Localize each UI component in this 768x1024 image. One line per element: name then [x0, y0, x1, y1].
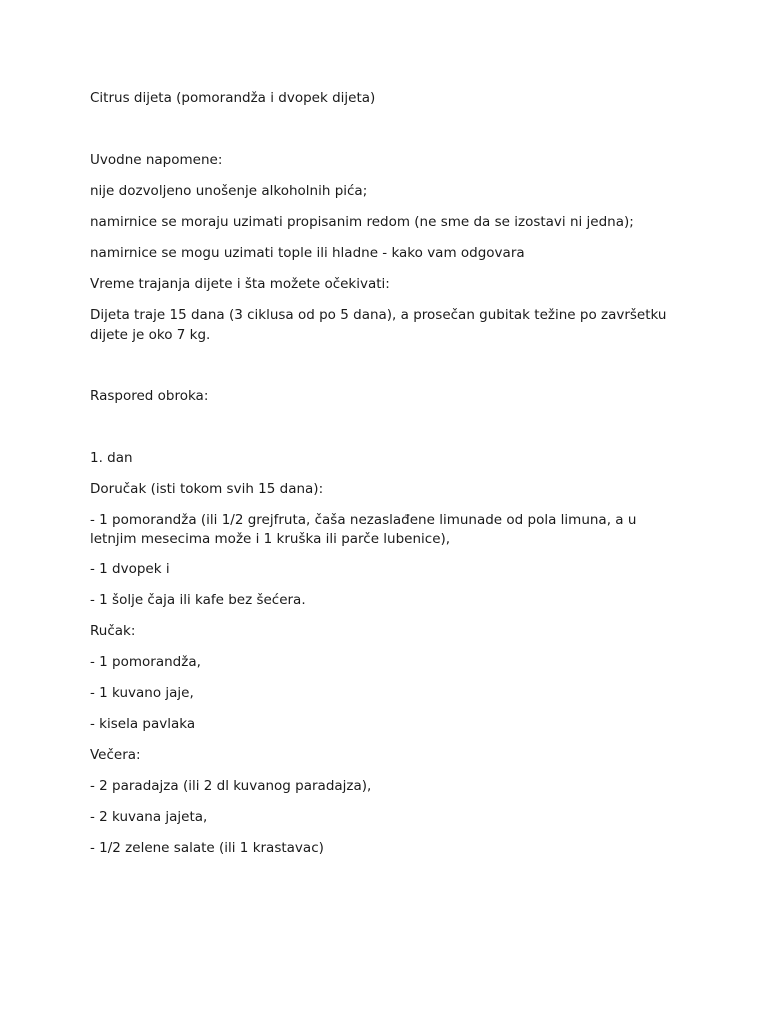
duration-text-line2: dijete je oko 7 kg. — [90, 327, 211, 343]
dinner-item: - 2 kuvana jajeta, — [90, 809, 208, 825]
breakfast-item: - 1 dvopek i — [90, 561, 170, 577]
lunch-item: - 1 kuvano jaje, — [90, 685, 194, 701]
duration-text-line1: Dijeta traje 15 dana (3 ciklusa od po 5 dana), a prosečan gubitak težine po završetku — [90, 307, 667, 323]
dinner-heading: Večera: — [90, 747, 141, 763]
lunch-item: - kisela pavlaka — [90, 716, 196, 732]
breakfast-item: - 1 šolje čaja ili kafe bez šećera. — [90, 592, 306, 608]
duration-heading: Vreme trajanja dijete i šta možete očekivati: — [90, 276, 390, 292]
intro-note: namirnice se mogu uzimati tople ili hladne - kako vam odgovara — [90, 245, 525, 261]
lunch-item: - 1 pomorandža, — [90, 654, 201, 670]
intro-note: namirnice se moraju uzimati propisanim redom (ne sme da se izostavi ni jedna); — [90, 214, 634, 230]
breakfast-item1-line1: - 1 pomorandža (ili 1/2 grejfruta, čaša nezaslađene limunade od pola limuna, a u — [90, 512, 637, 528]
dinner-item: - 1/2 zelene salate (ili 1 krastavac) — [90, 840, 324, 856]
intro-note: nije dozvoljeno unošenje alkoholnih pića; — [90, 183, 368, 199]
document-title: Citrus dijeta (pomorandža i dvopek dijeta) — [90, 90, 376, 106]
intro-heading: Uvodne napomene: — [90, 152, 223, 168]
day-label: 1. dan — [90, 450, 133, 466]
schedule-heading: Raspored obroka: — [90, 388, 209, 404]
breakfast-item1-line2: letnjim mesecima može i 1 kruška ili parče lubenice), — [90, 531, 451, 547]
breakfast-heading: Doručak (isti tokom svih 15 dana): — [90, 481, 324, 497]
dinner-item: - 2 paradajza (ili 2 dl kuvanog paradajza), — [90, 778, 372, 794]
lunch-heading: Ručak: — [90, 623, 136, 639]
